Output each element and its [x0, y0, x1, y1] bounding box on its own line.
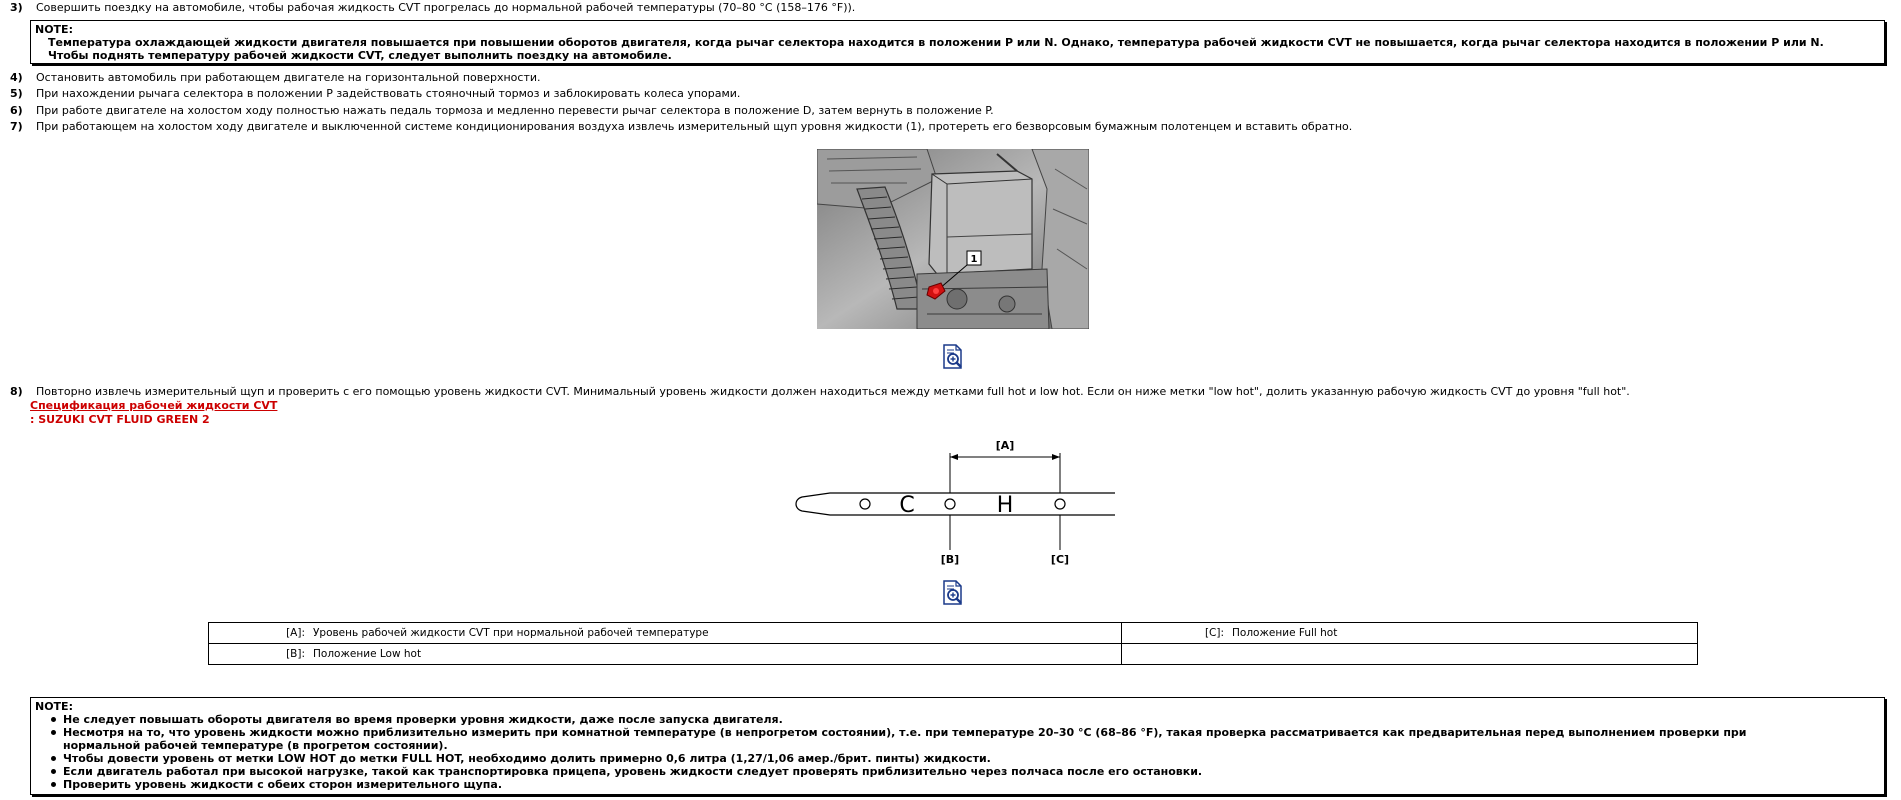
list-item: Проверить уровень жидкости с обеих сторон измерительного щупа.	[49, 778, 1880, 791]
legend-text-a: Уровень рабочей жидкости CVT при нормальной рабочей температуре	[313, 627, 709, 639]
step-text: При работающем на холостом ходу двигателе и выключенной системе кондиционирования воздуха извлечь измерительный щуп уровня жидкости (1), протереть его безворсовым бумажным полотенцем и вставить обратно.	[36, 120, 1353, 133]
table-row	[209, 644, 1698, 665]
note-box-level-check	[30, 697, 1885, 795]
note-list	[35, 713, 1880, 791]
photo-callout-label: 1	[970, 254, 978, 265]
list-item: Несмотря на то, что уровень жидкости можно приблизительно измерить при комнатной температуре (в непрогретом состоянии), т.е. при температуре 20–30 °C (68–86 °F), такая проверка рассматривается как предварительная перед выполнением проверки при	[49, 726, 1880, 739]
note-text-line-1: Температура охлаждающей жидкости двигателя повышается при повышении оборотов двигателя, когда рычаг селектора находится в положении P или N. Однако, температура рабочей жидкости CVT не повышается, когда рычаг селектора находится в положении P или N.	[48, 36, 1824, 49]
step-text: Совершить поездку на автомобиле, чтобы рабочая жидкость CVT прогрелась до нормальной рабочей температуры (70–80 °C (158–176 °F)).	[36, 1, 856, 14]
legend-text-b: Положение Low hot	[313, 648, 422, 660]
legend-cell-c	[1122, 623, 1698, 644]
step-text: При нахождении рычага селектора в положении P задействовать стояночный тормоз и заблокировать колеса упорами.	[36, 87, 741, 100]
step-number: 8)	[10, 385, 23, 398]
note-heading: NOTE:	[35, 700, 73, 713]
list-item: Чтобы довести уровень от метки LOW HOT до метки FULL HOT, необходимо долить примерно 0,6 литра (1,27/1,06 амер./брит. пинты) жидкости.	[49, 752, 1880, 765]
table-row	[209, 623, 1698, 644]
step-4	[10, 70, 541, 86]
cvt-fluid-specification-link[interactable]: Спецификация рабочей жидкости CVT	[30, 399, 278, 412]
step-number: 6)	[10, 104, 23, 117]
engine-bay-illustration	[817, 149, 1089, 329]
step-number: 3)	[10, 1, 23, 14]
dipstick-label-c: [C]	[1050, 553, 1070, 566]
list-item: Не следует повышать обороты двигателя во время проверки уровня жидкости, даже после запуска двигателя.	[49, 713, 1880, 726]
legend-table	[208, 622, 1698, 665]
dipstick-mark-c: C	[899, 493, 915, 518]
step-text: Повторно извлечь измерительный щуп и проверить с его помощью уровень жидкости CVT. Минимальный уровень жидкости должен находиться между метками full hot и low hot. Если он ниже метки "low hot", долить указанную рабочую жидкость CVT до уровня "full hot".	[36, 385, 1630, 398]
list-item: Если двигатель работал при высокой нагрузке, такой как транспортировка прицепа, уровень жидкости следует проверять приблизительно через полчаса после его остановки.	[49, 765, 1880, 778]
step-text: Остановить автомобиль при работающем двигателе на горизонтальной поверхности.	[36, 71, 541, 84]
legend-cell-empty	[1122, 644, 1698, 665]
step-number: 5)	[10, 87, 23, 100]
zoom-image-icon[interactable]	[942, 344, 964, 370]
legend-key-c: [C]:	[1204, 627, 1224, 639]
legend-text-c: Положение Full hot	[1232, 627, 1338, 639]
step-7	[10, 119, 1352, 135]
zoom-diagram-icon[interactable]	[942, 580, 964, 606]
legend-key-a: [A]:	[286, 627, 305, 639]
dipstick-label-a: [A]	[995, 439, 1015, 452]
note-box-temperature	[30, 20, 1885, 64]
list-item-continuation: нормальной рабочей температуре (в прогретом состоянии).	[63, 739, 448, 752]
legend-cell-b	[209, 644, 1122, 665]
step-8	[10, 384, 1630, 400]
step-text: При работе двигателе на холостом ходу полностью нажать педаль тормоза и медленно перевести рычаг селектора в положение D, затем вернуть в положение P.	[36, 104, 994, 117]
dipstick-label-b: [B]	[940, 553, 960, 566]
step-number: 4)	[10, 71, 23, 84]
step-6	[10, 103, 994, 119]
legend-key-b: [B]:	[286, 648, 305, 660]
engine-dipstick-photo	[817, 149, 1089, 329]
dipstick-mark-h: H	[996, 493, 1014, 518]
note-text-line-2: Чтобы поднять температуру рабочей жидкости CVT, следует выполнить поездку на автомобиле.	[48, 49, 672, 62]
legend-cell-a	[209, 623, 1122, 644]
step-number: 7)	[10, 120, 23, 133]
dipstick-diagram	[790, 435, 1120, 575]
step-3	[10, 0, 855, 16]
note-heading: NOTE:	[35, 23, 73, 36]
cvt-fluid-specification-value: : SUZUKI CVT FLUID GREEN 2	[30, 413, 210, 426]
step-5	[10, 86, 740, 102]
